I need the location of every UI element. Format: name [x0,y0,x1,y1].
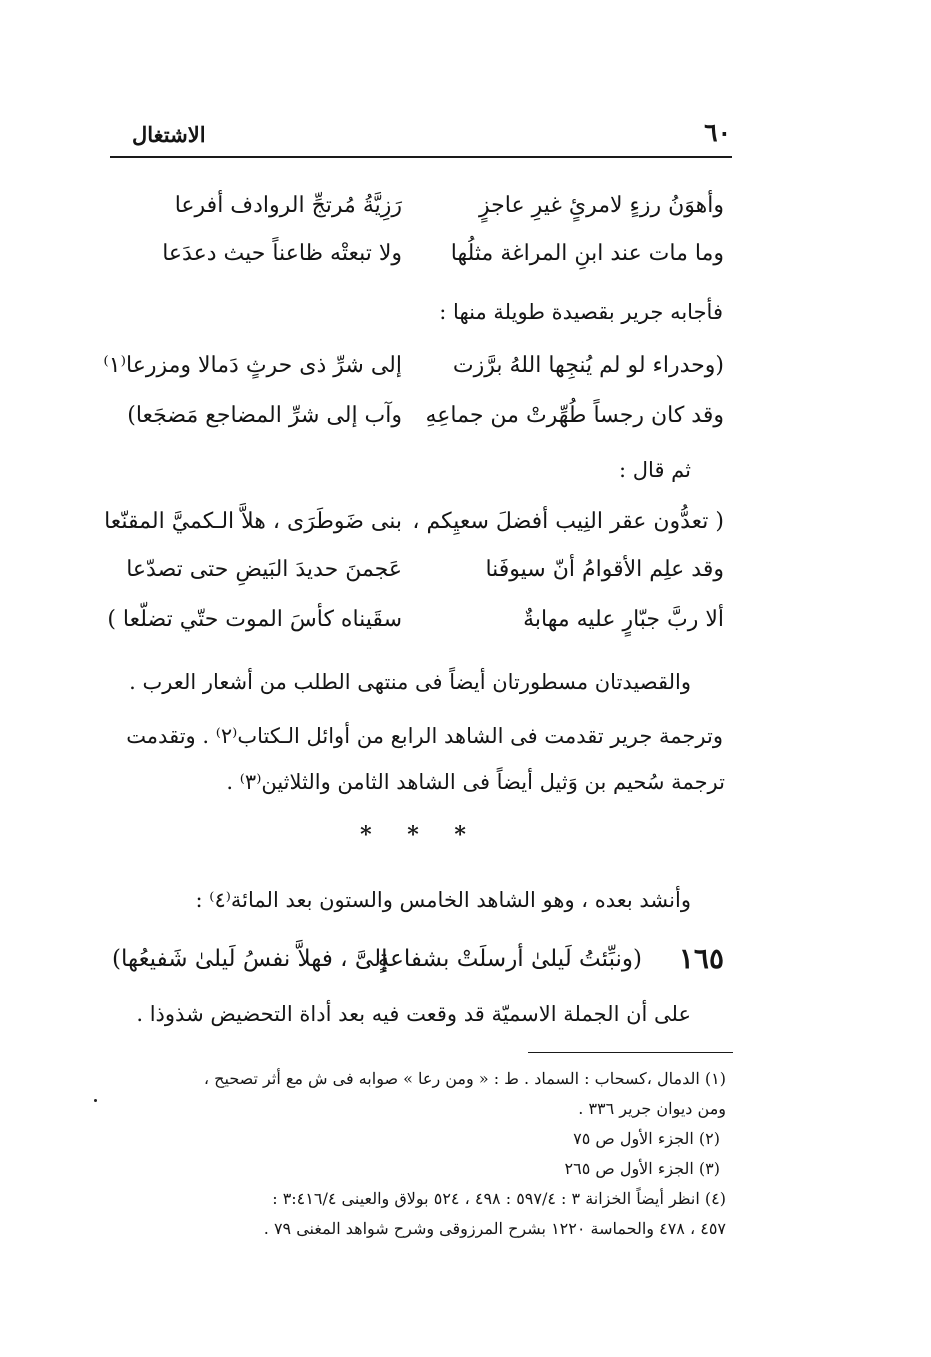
footnote-line: (٢) الجزء الأول ص ٧٥ [573,1129,720,1148]
paragraph-line: ترجمة سُحيم بن وَثيل أيضاً فى الشاهد الثامن والثلاثين⁽٣⁾ . [226,770,725,794]
header-rule [110,156,732,158]
verse-first-hemistich: (ونبِّئتُ لَيلىٰ أرسلَتْ بشفاعةٍ [377,946,642,972]
page-number: ٦٠ [704,118,731,147]
paragraph: والقصيدتان مسطورتان أيضاً فى منتهى الطلب من أشعار العرب . [129,670,691,694]
verse-second-hemistich: إلى شرِّ ذى حرثٍ دَمالا ومزرعا⁽١⁾ [103,353,402,378]
footnote-line: (١) الدمال ،كسحاب : السماد . ط : « ومن رعا » صوابه فى ش مع أثر تصحيح ، [203,1069,726,1088]
verse-line [112,550,724,590]
verse-first-hemistich: وقد علِم الأقوامُ أنّ سيوفَنا [485,557,724,582]
numbered-verse [112,936,724,982]
section-separator: * * * [360,822,480,848]
footnotes [112,1064,726,1244]
verse-first-hemistich: وقد كان رجساً طُهِّرتْ من جماعِهِ [425,403,724,428]
verse-line [112,396,724,436]
intro-text: ثم قال : [619,458,691,482]
verse-line [112,234,724,274]
verse-second-hemistich: رَزِيَّةُ مُرتجِّ الروادف أفرعا [174,193,402,218]
running-title: الاشتغال [132,122,206,147]
verse-second-hemistich: عَجمنَ حديدَ البَيضِ حتى تصدّعا [126,557,402,582]
paragraph: على أن الجملة الاسميّة قد وقعت فيه بعد أداة التحضيض شذوذا . [136,1002,691,1026]
footnote-rule [528,1052,733,1053]
verse-number: ١٦٥ [678,942,724,975]
verse-line [107,600,724,640]
verse-second-hemistich: وآب إلى شرِّ المضاجع مَضجَعا) [127,403,402,428]
paragraph-line: وترجمة جرير تقدمت فى الشاهد الرابع من أوائل الـكتاب⁽٢⁾ . وتقدمت [126,724,723,748]
footnote-line: ومن ديوان جرير ٣٣٦ . [578,1099,726,1118]
intro-text: وأنشد بعده ، وهو الشاهد الخامس والستون بعد المائة⁽٤⁾ : [195,888,691,912]
verse-line [112,186,724,226]
footnote-line: (٣) الجزء الأول ص ٢٦٥ [564,1159,720,1178]
verse-first-hemistich: وأهوَنُ رزءٍ لامرئٍ غيرِ عاجزٍ [479,193,724,218]
verse-second-hemistich: بنى ضَوطَرَى ، هلاَّ الـكميَّ المقنّعا [104,509,402,534]
scan-speck [94,1099,97,1102]
page-header [110,118,731,156]
verse-second-hemistich: ولا تبعتْه ظاعناً حيث دعدَعا [162,241,402,266]
verse-first-hemistich: وما مات عند ابنِ المراغة مثلُها [450,241,724,266]
footnote-line: ٤٥٧ ، ٤٧٨ والحماسة ١٢٢٠ بشرح المرزوقى وشرح شواهد المغنى ٧٩ . [263,1219,726,1238]
verse-line [104,502,724,542]
intro-text: فأجابه جرير بقصيدة طويلة منها : [439,300,723,324]
footnote-line: (٤) انظر أيضاً الخزانة ٣ : ٥٩٧/٤ : ٤٩٨ ، ٥٢٤ بولاق والعينى ٣:٤١٦/٤ : [272,1189,726,1208]
verse-first-hemistich: ( تعدُّون عقر النِيب أفضلَ سعيِكم ، [412,509,724,534]
verse-first-hemistich: ألا ربَّ جبّارٍ عليه مهابةٌ [523,607,724,632]
verse-first-hemistich: (وحدراء لو لم يُنجِها اللهُ برَّزت [452,353,724,378]
verse-second-hemistich: سقَيناه كأسَ الموت حتّي تضلّعا ) [107,607,402,632]
verse-line [103,346,724,386]
verse-second-hemistich: إلىَّ ، فهلاَّ نفسُ لَيلىٰ شَفيعُها) [112,946,388,972]
